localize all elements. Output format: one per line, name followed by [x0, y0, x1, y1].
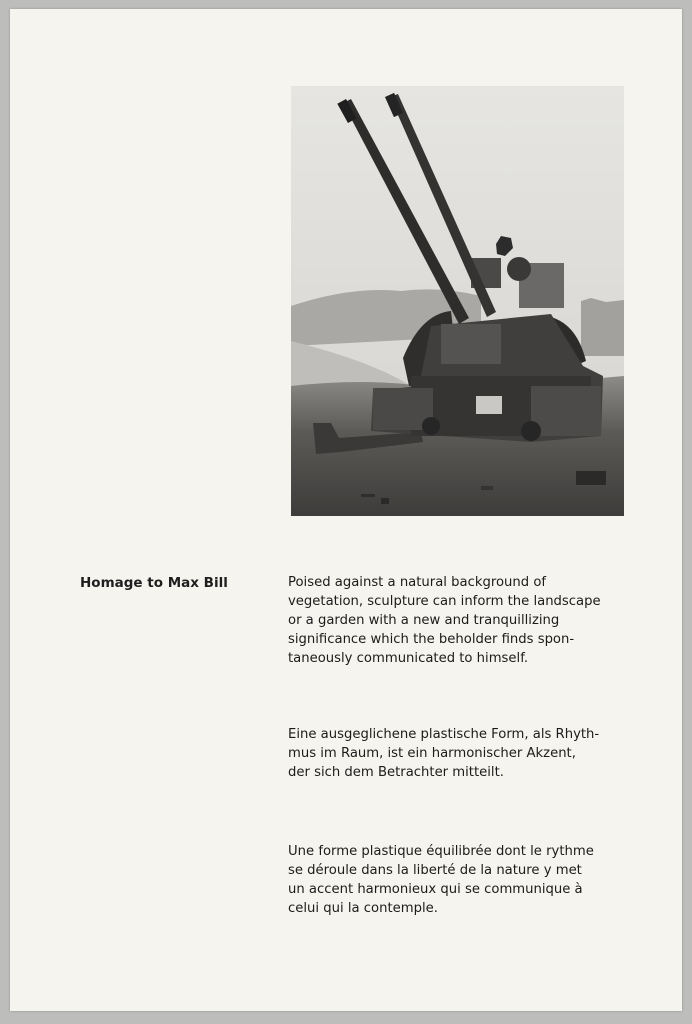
- english-line: Poised against a natural background of: [288, 575, 547, 590]
- french-line: un accent harmonieux qui se communique à: [288, 882, 583, 897]
- french-line: Une forme plastique équilibrée dont le rythme: [288, 844, 594, 859]
- page-heading: Homage to Max Bill: [80, 575, 228, 591]
- german-paragraph: [288, 725, 638, 782]
- french-line: celui qui la contemple.: [288, 901, 438, 916]
- english-line: significance which the beholder finds spon-: [288, 632, 575, 647]
- german-line: mus im Raum, ist ein harmonischer Akzent,: [288, 746, 576, 761]
- french-line: se déroule dans la liberté de la nature y met: [288, 863, 582, 878]
- english-line: taneously communicated to himself.: [288, 651, 529, 666]
- french-paragraph: [288, 842, 638, 918]
- anti-aircraft-gun-photo: [291, 86, 624, 516]
- english-paragraph: [288, 573, 638, 668]
- english-line: or a garden with a new and tranquillizing: [288, 613, 560, 628]
- english-line: vegetation, sculpture can inform the landscape: [288, 594, 601, 609]
- german-line: der sich dem Betrachter mitteilt.: [288, 765, 504, 780]
- german-line: Eine ausgeglichene plastische Form, als Rhyth-: [288, 727, 600, 742]
- printed-page: [10, 9, 682, 1011]
